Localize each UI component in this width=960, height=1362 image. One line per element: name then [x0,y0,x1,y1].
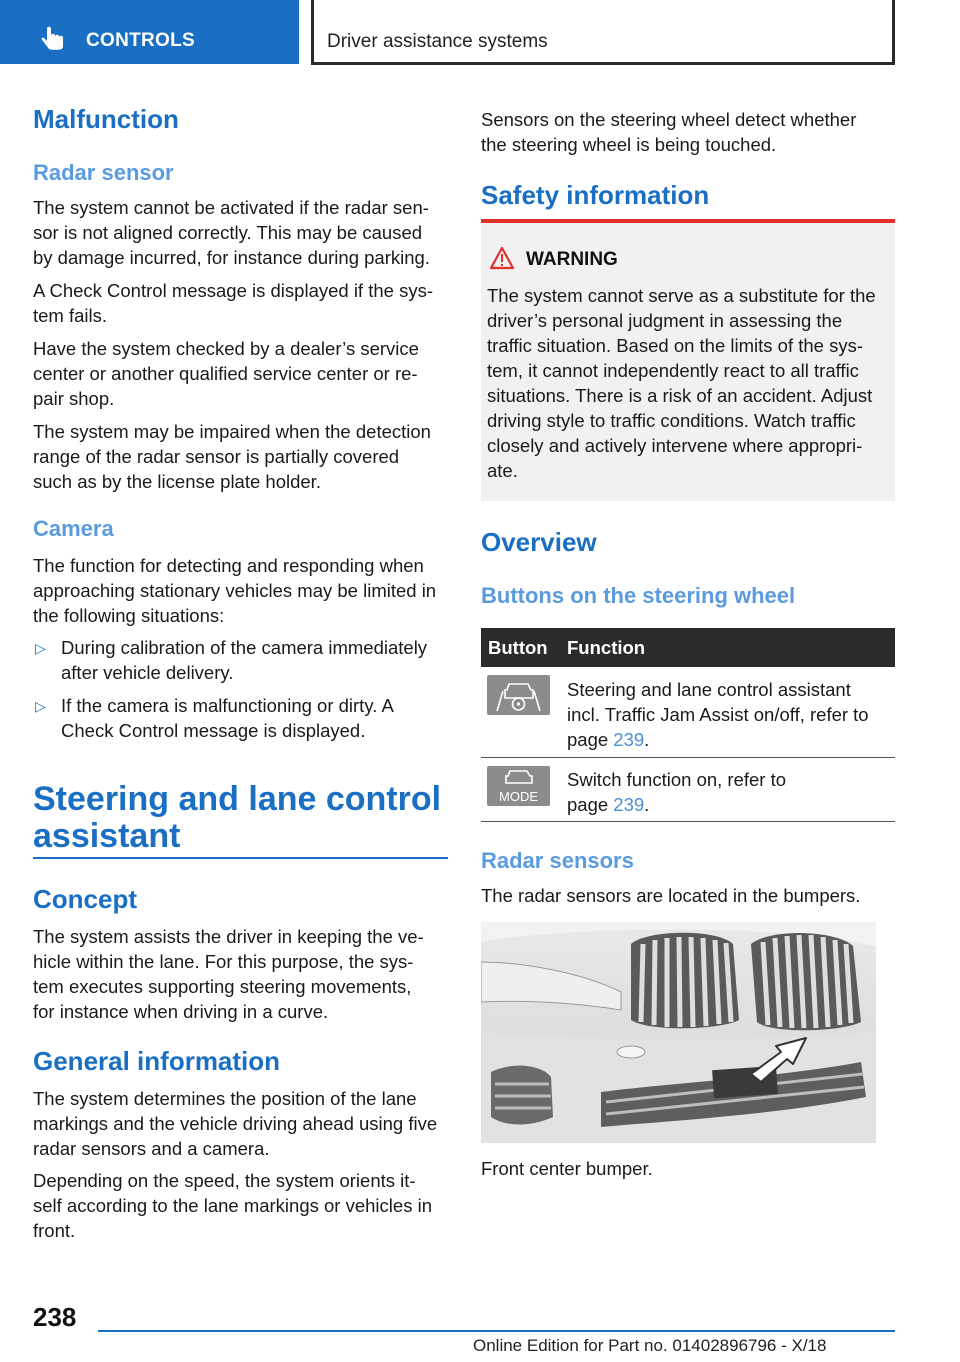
heading-general-information: General information [33,1046,281,1076]
footer-rule [98,1330,895,1332]
warning-text: tem, it cannot independently react to all traffic [487,360,859,381]
text-line: hicle within the lane. For this purpose, the sys‐ [33,951,414,972]
warning-text: The system cannot serve as a substitute for the [487,285,876,306]
table-cell [567,727,649,752]
header-bottom-border [311,62,895,65]
figure-caption: Front center bumper. [481,1158,653,1179]
bullet-text: after vehicle delivery. [61,662,234,683]
text-line: such as by the license plate holder. [33,471,321,492]
section-label: CONTROLS [86,30,196,51]
car-mode-icon [487,766,550,806]
bullet-text: During calibration of the camera immediately [61,637,428,658]
table-row-divider [481,757,895,758]
hand-pointer-icon [38,24,68,54]
bullet-triangle-icon: ▷ [35,698,46,714]
warning-text: closely and actively intervene where appropri‐ [487,435,863,456]
header-divider [311,0,314,64]
page-link[interactable]: 239 [613,729,645,750]
text-line: radar sensors and a camera. [33,1138,270,1159]
table-bottom-line [481,821,895,822]
chapter-heading: Steering and lane control [33,780,442,818]
text-line: sor is not aligned correctly. This may be caused [33,222,423,243]
table-cell: Steering and lane control assistant [567,679,851,700]
text-line: The function for detecting and responding when [33,555,424,576]
table-cell [567,792,649,817]
bullet-triangle-icon: ▷ [35,640,46,656]
table-cell: Switch function on, refer to [567,769,787,790]
text-line: Sensors on the steering wheel detect whether [481,109,857,130]
punct: . [644,794,650,815]
page-ref-prefix: page [567,794,614,815]
section-tab[interactable] [0,0,299,64]
text-line: pair shop. [33,388,115,409]
chapter-title: Driver assistance systems [327,31,548,52]
text-line: Depending on the speed, the system orients it‐ [33,1170,416,1191]
text-line: Have the system checked by a dealer’s service [33,338,419,359]
heading-concept: Concept [33,884,137,914]
text-line: approaching stationary vehicles may be limited in [33,580,437,601]
table-header [481,628,895,667]
mode-button-image [487,766,550,806]
text-line: The system cannot be activated if the radar sen‐ [33,197,429,218]
text-line: The radar sensors are located in the bumpers. [481,885,861,906]
heading-camera: Camera [33,516,114,541]
heading-safety-information: Safety information [481,180,710,210]
page-link[interactable]: 239 [613,794,645,815]
table-cell: incl. Traffic Jam Assist on/off, refer to [567,704,869,725]
warning-text: traffic situation. Based on the limits of the sys‐ [487,335,863,356]
steering-lane-icon [487,675,550,715]
chapter-heading-cont: assistant [33,817,181,855]
text-line: tem fails. [33,305,108,326]
text-line: front. [33,1220,76,1241]
warning-text: driver’s personal judgment in assessing the [487,310,843,331]
front-bumper-illustration [481,922,876,1143]
warning-title: WARNING [526,249,618,270]
heading-overview: Overview [481,527,597,557]
warning-text: driving style to traffic conditions. Watch traffic [487,410,856,431]
text-line: center or another qualified service center or re‐ [33,363,418,384]
text-line: the steering wheel is being touched. [481,134,777,155]
warning-text: situations. There is a risk of an accident. Adjust [487,385,873,406]
heading-malfunction: Malfunction [33,104,179,134]
text-line: tem executes supporting steering movements, [33,976,412,997]
mode-label: MODE [499,789,538,804]
text-line: The system assists the driver in keeping the ve‐ [33,926,424,947]
text-line: self according to the lane markings or vehicles in [33,1195,432,1216]
bullet-text: If the camera is malfunctioning or dirty. A [61,695,394,716]
page-ref-prefix: page [567,729,614,750]
text-line: by damage incurred, for instance during parking. [33,247,430,268]
header-right-border [892,0,895,64]
text-line: range of the radar sensor is partially covered [33,446,400,467]
text-line: The system may be impaired when the detection [33,421,431,442]
col-button: Button [488,637,548,658]
lane-assist-button-image [487,675,550,715]
text-line: the following situations: [33,605,225,626]
text-line: The system determines the position of the lane [33,1088,417,1109]
text-line: A Check Control message is displayed if the sys‐ [33,280,433,301]
text-line: for instance when driving in a curve. [33,1001,329,1022]
heading-buttons: Buttons on the steering wheel [481,583,796,608]
heading-radar-sensor: Radar sensor [33,160,174,185]
text-line: markings and the vehicle driving ahead using five [33,1113,438,1134]
warning-text: ate. [487,460,518,481]
col-function: Function [567,637,646,658]
edition-text: Online Edition for Part no. 01402896796 - X/18 [473,1336,827,1355]
warning-triangle-icon [489,246,515,270]
heading-rule [33,857,448,859]
bullet-text: Check Control message is displayed. [61,720,366,741]
punct: . [644,729,650,750]
heading-radar-sensors: Radar sensors [481,848,634,873]
page-number: 238 [33,1302,77,1332]
